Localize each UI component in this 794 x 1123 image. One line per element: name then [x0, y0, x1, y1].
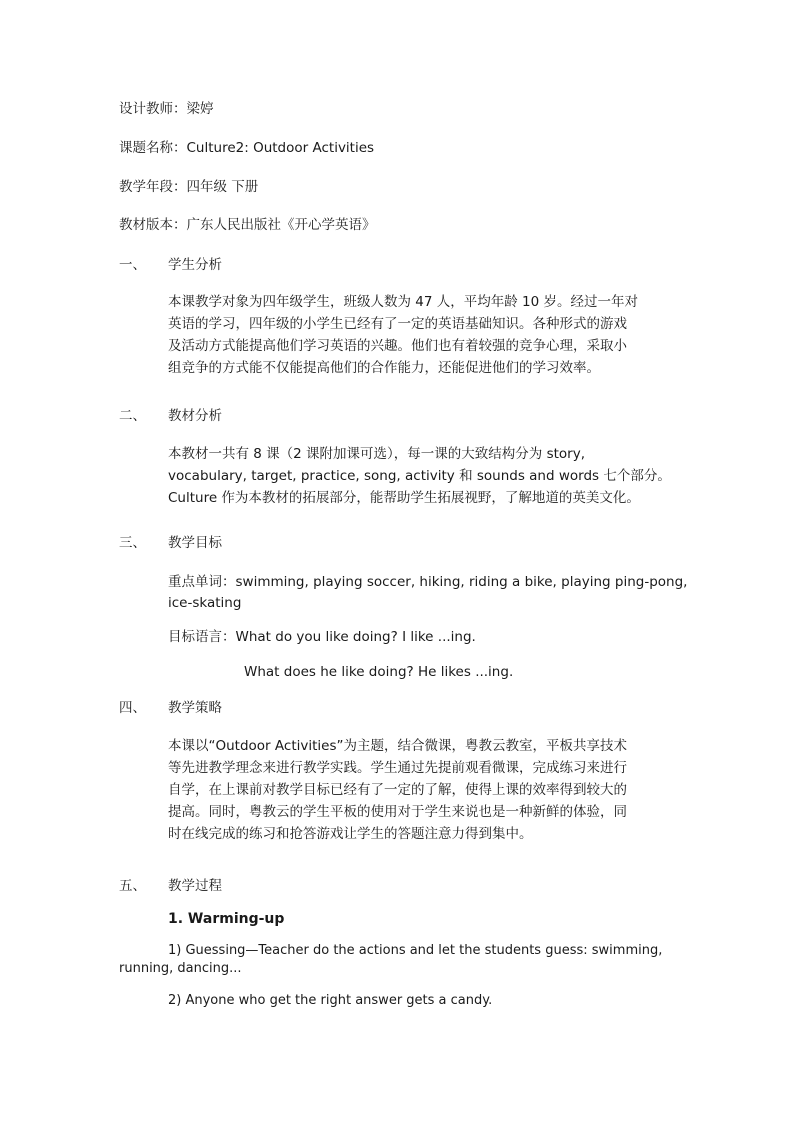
- grade-line: 教学年段：四年级 下册: [119, 179, 259, 195]
- paragraph-line: 等先进教学理念来进行教学实践。学生通过先提前观看微课，完成练习来进行: [168, 760, 627, 776]
- paragraph-line: 提高。同时，粤教云的学生平板的使用对于学生来说也是一种新鲜的体验，同: [168, 804, 627, 820]
- paragraph-line: 时在线完成的练习和抢答游戏让学生的答题注意力得到集中。: [168, 826, 533, 842]
- paragraph-line: 英语的学习，四年级的小学生已经有了一定的英语基础知识。各种形式的游戏: [168, 316, 627, 332]
- step-1-line-2: running, dancing...: [119, 961, 242, 976]
- step-title: 1. Warming-up: [168, 911, 285, 927]
- step-1-line: 1) Guessing—Teacher do the actions and let the students guess: swimming,: [168, 943, 663, 958]
- paragraph-line: 本教材一共有 8 课（2 课附加课可选），每一课的大致结构分为 story,: [168, 446, 586, 462]
- section-1-number: 一、: [119, 257, 146, 273]
- section-3-title: 教学目标: [168, 535, 222, 551]
- section-2-paragraph: [168, 443, 684, 509]
- section-1-title: 学生分析: [168, 257, 222, 273]
- section-3-number: 三、: [119, 535, 146, 551]
- paragraph-line: 自学，在上课前对教学目标已经有了一定的了解，使得上课的效率得到较大的: [168, 782, 627, 798]
- section-5-title: 教学过程: [168, 878, 222, 894]
- paragraph-line: vocabulary, target, practice, song, activity 和 sounds and words 七个部分。: [168, 468, 671, 484]
- paragraph-line: 本课教学对象为四年级学生，班级人数为 47 人，平均年龄 10 岁。经过一年对: [168, 294, 639, 310]
- section-1-paragraph: [168, 291, 684, 379]
- paragraph-line: 本课以“Outdoor Activities”为主题，结合微课，粤教云教室，平板共享技术: [168, 738, 627, 754]
- step-2-line: 2) Anyone who get the right answer gets a candy.: [168, 993, 493, 1008]
- textbook-line: 教材版本：广东人民出版社《开心学英语》: [119, 217, 376, 233]
- topic-line: 课题名称：Culture2: Outdoor Activities: [119, 140, 375, 156]
- target-language-line: 目标语言：What do you like doing? I like ...ing.: [168, 629, 476, 645]
- paragraph-line: 组竞争的方式能不仅能提高他们的合作能力，还能促进他们的学习效率。: [168, 360, 600, 376]
- key-vocabulary-line: 重点单词：swimming, playing soccer, hiking, riding a bike, playing ping-pong,: [168, 574, 688, 590]
- paragraph-line: 及活动方式能提高他们学习英语的兴趣。他们也有着较强的竞争心理，采取小: [168, 338, 627, 354]
- key-vocabulary-line-2: ice-skating: [168, 595, 242, 611]
- section-2-title: 教材分析: [168, 408, 222, 424]
- section-2-number: 二、: [119, 408, 146, 424]
- section-5-number: 五、: [119, 878, 146, 894]
- section-4-paragraph: [168, 735, 684, 845]
- section-4-number: 四、: [119, 700, 146, 716]
- section-4-title: 教学策略: [168, 700, 222, 716]
- designer-line: 设计教师：梁婷: [119, 101, 214, 117]
- target-language-line-2: What does he like doing? He likes ...ing.: [244, 664, 514, 680]
- paragraph-line: Culture 作为本教材的拓展部分，能帮助学生拓展视野，了解地道的英美文化。: [168, 490, 640, 506]
